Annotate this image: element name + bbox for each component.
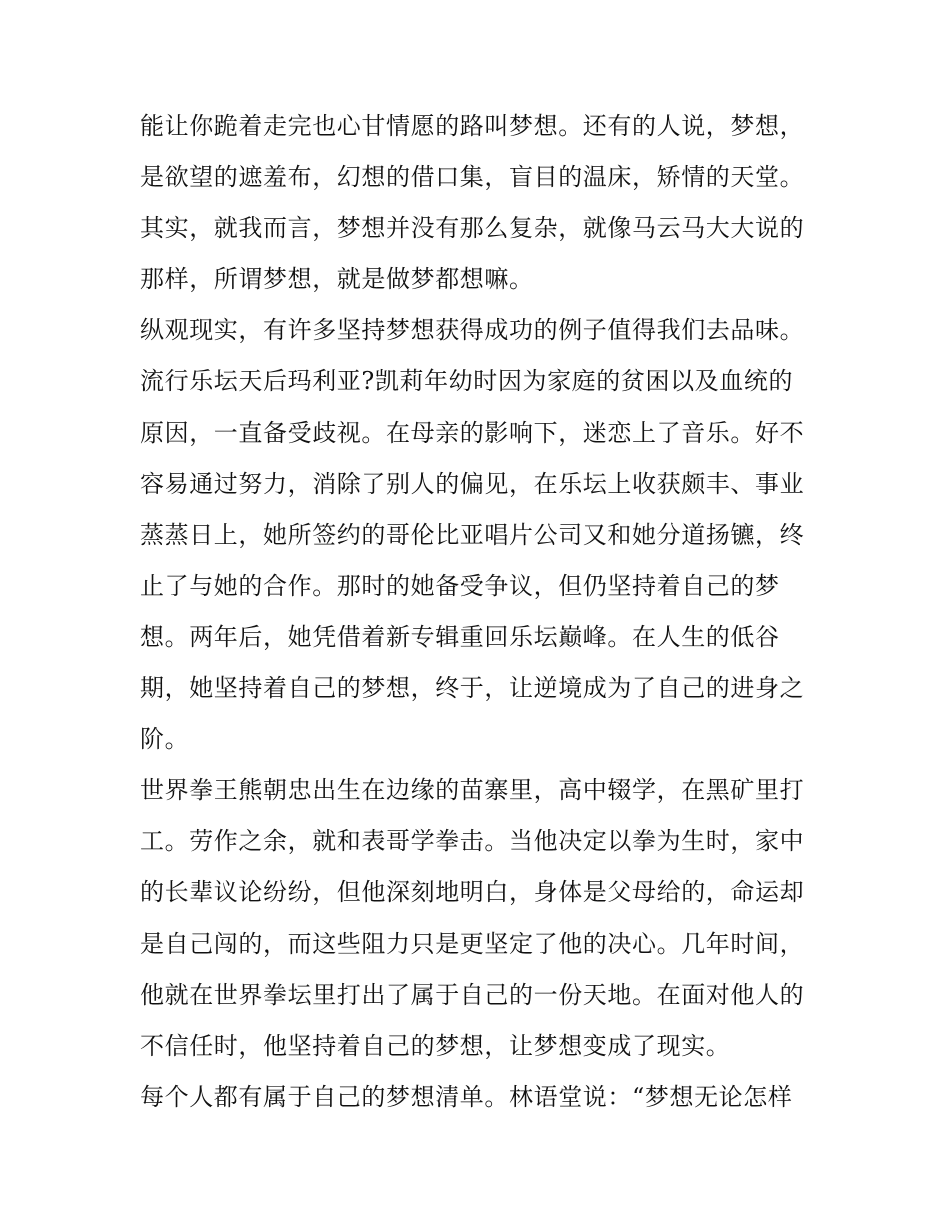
- text-line: 是自己闯的，而这些阻力只是更坚定了他的决心。几年时间，: [140, 929, 805, 958]
- text-line: 其实，就我而言，梦想并没有那么复杂，就像马云马大大说的: [140, 214, 805, 243]
- text-line: 容易通过努力，消除了别人的偏见，在乐坛上收获颇丰、事业: [140, 469, 805, 498]
- text-line: 纵观现实，有许多坚持梦想获得成功的例子值得我们去品味。: [140, 316, 805, 345]
- text-line: 他就在世界拳坛里打出了属于自己的一份天地。在面对他人的: [140, 980, 805, 1009]
- body-text: [140, 101, 820, 1123]
- text-line: 每个人都有属于自己的梦想清单。林语堂说：“梦想无论怎样: [140, 1082, 793, 1111]
- text-line: 想。两年后，她凭借着新专辑重回乐坛巅峰。在人生的低谷: [140, 622, 780, 651]
- text-line: 那样，所谓梦想，就是做梦都想嘛。: [140, 265, 534, 294]
- text-line: 阶。: [140, 725, 190, 754]
- text-line: 工。劳作之余，就和表哥学拳击。当他决定以拳为生时，家中: [140, 827, 805, 856]
- text-line: 不信任时，他坚持着自己的梦想，让梦想变成了现实。: [140, 1031, 731, 1060]
- text-line: 的长辈议论纷纷，但他深刻地明白，身体是父母给的，命运却: [140, 878, 805, 907]
- text-line: 世界拳王熊朝忠出生在边缘的苗寨里，高中辍学，在黑矿里打: [140, 776, 805, 805]
- text-line: 能让你跪着走完也心甘情愿的路叫梦想。还有的人说，梦想，: [140, 112, 805, 140]
- text-line: 原因，一直备受歧视。在母亲的影响下，迷恋上了音乐。好不: [140, 418, 805, 447]
- text-line: 止了与她的合作。那时的她备受争议，但仍坚持着自己的梦: [140, 571, 780, 600]
- text-line: 期，她坚持着自己的梦想，终于，让逆境成为了自己的进身之: [140, 674, 805, 703]
- text-line: 蒸蒸日上，她所签约的哥伦比亚唱片公司又和她分道扬镳，终: [140, 520, 805, 549]
- text-line: 流行乐坛天后玛利亚?凯莉年幼时因为家庭的贫困以及血统的: [140, 367, 794, 396]
- text-line: 是欲望的遮羞布，幻想的借口集，盲目的温床，矫情的天堂。: [140, 163, 805, 192]
